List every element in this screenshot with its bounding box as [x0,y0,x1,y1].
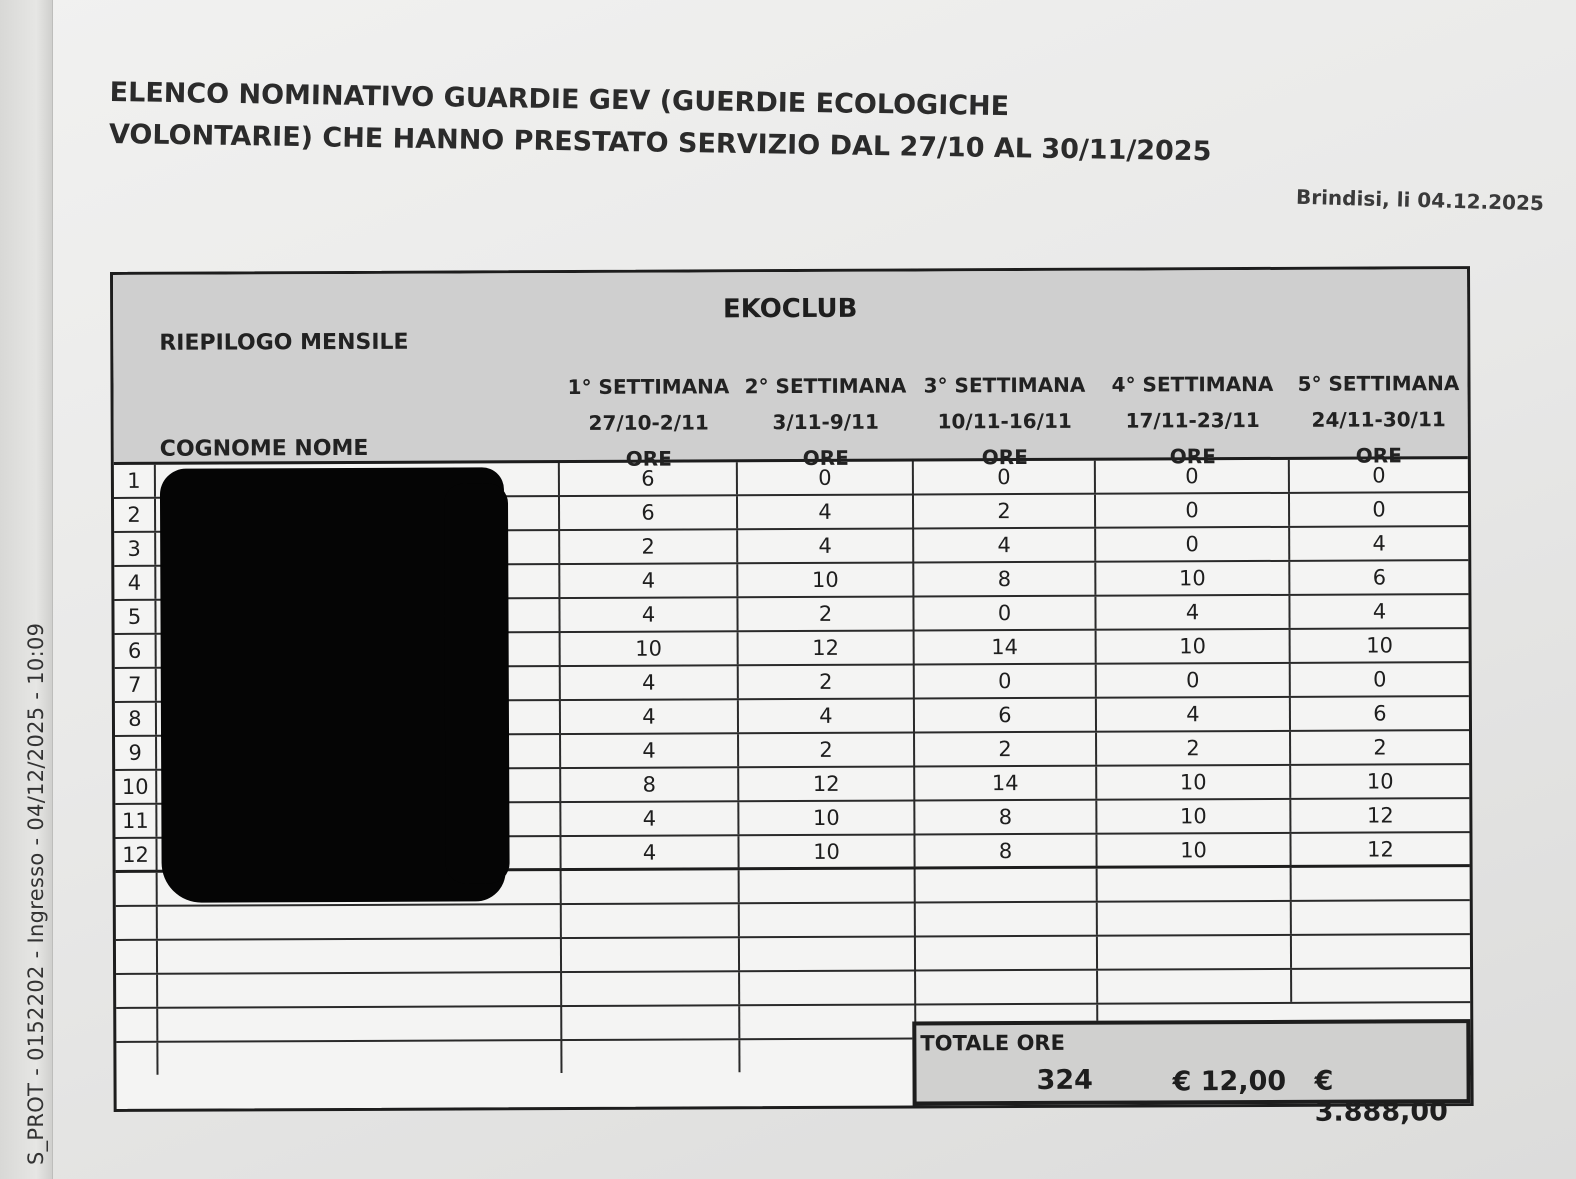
row-number: 12 [115,839,157,871]
title-line-2: VOLONTARIE) CHE HANNO PRESTATO SERVIZIO DAL 27/10 AL 30/11/2025 [108,118,1212,168]
week-3-hours: 2 [914,495,1096,528]
hourly-rate: € 12,00 [1172,1065,1287,1098]
week-3-hours: 8 [914,563,1096,596]
week-range: 24/11-30/11 [1311,407,1446,432]
week-2-hours: 4 [738,495,914,528]
week-range: 17/11-23/11 [1125,407,1260,433]
empty-cell [562,870,740,903]
week-label: 2° SETTIMANA [744,373,907,399]
empty-cell [916,937,1098,970]
week-3-hours: 14 [915,767,1097,800]
week-2-hours: 4 [739,699,915,732]
week-unit: ORE [1169,444,1216,469]
week-5-header [1289,365,1467,474]
week-3-hours: 0 [915,665,1097,698]
week-2-hours: 2 [738,597,914,630]
week-1-hours: 10 [561,632,739,665]
week-3-hours: 14 [915,631,1097,664]
empty-cell [740,1005,916,1038]
hours-table [110,266,1474,1128]
row-number: 11 [115,805,157,837]
row-number: 4 [114,567,156,599]
week-2-hours: 2 [739,733,915,766]
week-range: 27/10-2/11 [588,410,709,435]
empty-cell [562,938,740,971]
empty-cell [562,1040,740,1073]
week-3-hours: 0 [914,597,1096,630]
empty-cell [1098,936,1292,969]
row-number: 8 [115,703,157,735]
week-1-hours: 6 [560,496,738,529]
week-3-hours: 8 [915,835,1097,868]
empty-cell [740,971,916,1004]
week-3-hours: 8 [915,801,1097,834]
empty-cell [562,904,740,937]
week-3-header [913,367,1095,476]
week-label: 5° SETTIMANA [1297,371,1460,396]
protocol-stamp: S_PROT - 0152202 - Ingresso - 04/12/2025 - 10:09 [24,622,48,1165]
week-4-hours: 10 [1097,630,1291,663]
row-number: 7 [115,669,157,701]
row-number: 3 [114,533,156,565]
row-number: 10 [115,771,157,803]
week-5-hours: 10 [1366,633,1394,658]
week-5-hours: 4 [1372,531,1386,556]
week-range: 10/11-16/11 [937,408,1072,434]
week-2-hours: 12 [739,631,915,664]
row-number: 2 [114,499,156,531]
empty-cell [740,937,916,970]
empty-cell [116,873,158,905]
row-number: 6 [115,635,157,667]
week-unit: ORE [1355,443,1402,468]
empty-cell [158,905,562,939]
week-5-hours: 12 [1366,803,1394,828]
row-number: 9 [115,737,157,769]
week-3-hours: 6 [915,699,1097,732]
row-number: 5 [114,601,156,633]
week-2-hours: 12 [739,767,915,800]
empty-cell [916,869,1098,902]
week-5-hours: 6 [1372,565,1387,590]
week-3-hours: 2 [915,733,1097,766]
empty-cell [1292,935,1470,968]
empty-cell [1098,902,1292,935]
week-unit: ORE [802,445,849,470]
week-label: 1° SETTIMANA [567,374,730,400]
week-2-hours: 10 [738,563,914,596]
week-3-hours: 4 [914,529,1096,562]
week-2-hours: 4 [738,529,914,562]
empty-cell [116,941,158,973]
week-4-hours: 10 [1097,800,1291,833]
week-5-hours: 2 [1373,735,1387,760]
title-line-1: ELENCO NOMINATIVO GUARDIE GEV (GUERDIE ECOLOGICHE [109,76,1010,123]
total-box [912,1019,1470,1128]
week-4-hours: 0 [1096,460,1290,493]
empty-cell [562,972,740,1005]
week-5-hours: 12 [1367,837,1394,862]
empty-cell [916,971,1098,1004]
name-column-header: COGNOME NOME [159,435,369,462]
empty-cell [740,869,916,902]
week-4-hours: 10 [1097,834,1291,867]
empty-cell [1098,970,1292,1003]
document-title [109,72,1210,173]
week-label: 3° SETTIMANA [923,372,1086,398]
week-1-hours: 4 [561,734,739,767]
week-1-hours: 6 [560,462,738,495]
empty-cell [158,973,562,1007]
week-5-hours: 4 [1372,599,1387,624]
week-4-hours: 0 [1097,664,1291,697]
week-4-hours: 4 [1097,698,1291,731]
week-unit: ORE [981,444,1028,470]
week-4-hours: 2 [1097,732,1291,765]
place-date: Brindisi, li 04.12.2025 [1295,184,1545,216]
week-5-hours: 0 [1372,463,1386,488]
total-hours: 324 [1036,1064,1093,1096]
week-1-hours: 4 [561,700,739,733]
week-2-hours: 10 [739,835,915,868]
week-1-hours: 4 [561,802,739,835]
week-1-header [559,368,737,477]
empty-cell [740,903,916,936]
empty-cell [740,1039,916,1072]
week-4-hours: 4 [1096,596,1290,629]
empty-cell [116,907,158,939]
empty-cell [158,1007,562,1041]
week-2-header [737,367,913,476]
total-label: TOTALE ORE [920,1030,1065,1056]
week-1-hours: 8 [561,768,739,801]
week-5-hours: 0 [1373,667,1387,692]
week-unit: ORE [625,446,672,471]
week-5-hours: 10 [1366,769,1394,794]
empty-cell [158,939,562,973]
empty-cell [116,975,158,1007]
week-4-header [1095,366,1289,475]
protocol-strip [0,0,53,1179]
week-label: 4° SETTIMANA [1111,371,1274,397]
week-1-hours: 4 [561,836,739,869]
empty-cell [1098,868,1292,901]
empty-cell [1292,969,1470,1002]
empty-cell [1292,901,1470,934]
redaction-block [444,483,510,883]
week-2-hours: 0 [738,461,914,494]
week-1-hours: 2 [560,530,738,563]
week-range: 3/11-9/11 [772,409,879,435]
week-2-hours: 10 [739,801,915,834]
row-number: 1 [114,465,156,497]
summary-label: RIEPILOGO MENSILE [159,329,409,356]
empty-cell [116,1043,158,1075]
week-1-hours: 4 [561,666,739,699]
table-header [113,269,1468,471]
week-5-hours: 0 [1372,497,1386,522]
week-4-hours: 10 [1096,562,1290,595]
week-2-hours: 2 [739,665,915,698]
empty-cell [116,1009,158,1041]
empty-cell [158,1041,562,1075]
empty-cell [916,903,1098,936]
total-amount: € 3.888,00 [1314,1065,1448,1128]
organization-name: EKOCLUB [722,293,858,325]
week-4-hours: 0 [1096,494,1290,527]
week-4-hours: 10 [1097,766,1291,799]
week-1-hours: 4 [560,598,738,631]
week-5-hours: 6 [1373,701,1387,726]
empty-cell [1292,867,1470,900]
week-1-hours: 4 [560,564,738,597]
empty-cell [562,1006,740,1039]
week-3-hours: 0 [914,461,1096,494]
week-4-hours: 0 [1096,528,1290,561]
